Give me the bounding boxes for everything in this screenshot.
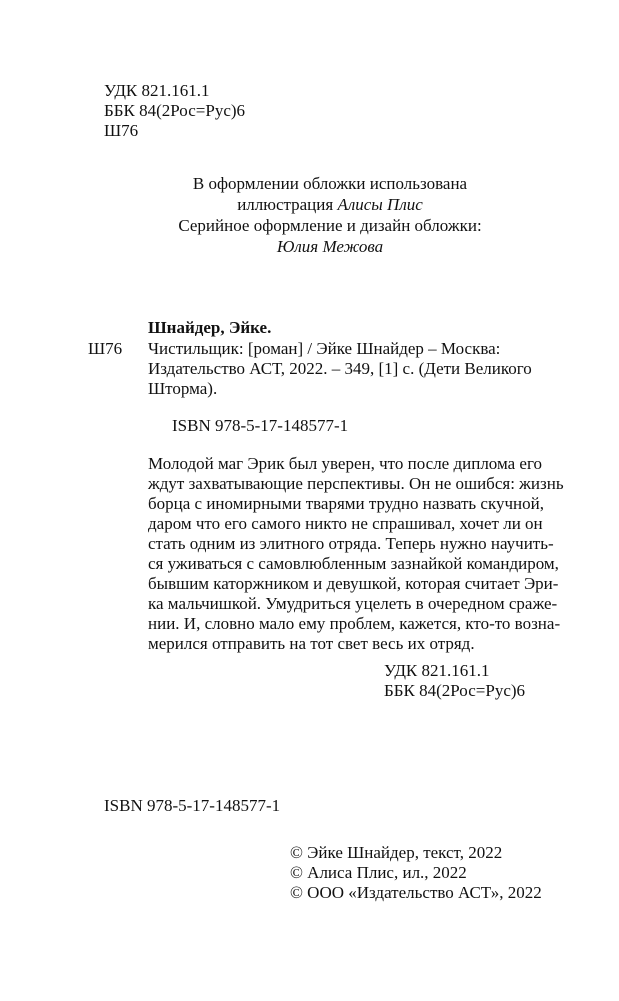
illustrator-name: Алисы Плис [337, 195, 423, 214]
bbk-code: ББК 84(2Рос=Рус)6 [104, 101, 246, 120]
abstract-line: нии. И, словно мало ему проблем, кажется, кто-то возна- [148, 614, 561, 633]
author-heading: Шнайдер, Эйке. [148, 318, 272, 337]
copyright-line: © Эйке Шнайдер, текст, 2022 [290, 843, 503, 862]
biblio-line: Издательство АСТ, 2022. – 349, [1] с. (Дети Великого [148, 359, 532, 378]
abstract-line: даром что его самого никто не спрашивал, хочет ли он [148, 514, 543, 533]
abstract-line: мерился отправить на тот свет весь их отряд. [148, 634, 475, 653]
abstract-line: борца с иномирными тварями трудно назвать скучной, [148, 494, 544, 513]
abstract-line: ка мальчишкой. Умудриться уцелеть в очередном сраже- [148, 594, 558, 613]
cover-credit-line-3: Серийное оформление и дизайн обложки: [178, 216, 482, 235]
classification-repeat [384, 661, 525, 701]
abstract-line: Молодой маг Эрик был уверен, что после диплома его [148, 454, 543, 473]
cover-credits [160, 174, 500, 258]
udk-code-repeat: УДК 821.161.1 [384, 661, 490, 680]
abstract-line: ся уживаться с самовлюбленным зазнайкой командиром, [148, 554, 559, 573]
isbn-entry: ISBN 978-5-17-148577-1 [172, 416, 349, 435]
book-abstract [148, 454, 580, 654]
abstract-line: ждут захватывающие перспективы. Он не ошибся: жизнь [148, 474, 564, 493]
abstract-line: стать одним из элитного отряда. Теперь нужно научить- [148, 534, 554, 553]
copyright-line: © ООО «Издательство АСТ», 2022 [290, 883, 542, 902]
cover-credit-line-1: В оформлении обложки использована [192, 174, 468, 193]
cover-credit-line-2 [160, 195, 500, 216]
illustration-label: иллюстрация [237, 195, 338, 214]
udk-code: УДК 821.161.1 [104, 81, 210, 100]
copyright-line: © Алиса Плис, ил., 2022 [290, 863, 467, 882]
biblio-line: Шторма). [148, 379, 218, 398]
abstract-line: бывшим каторжником и девушкой, которая считает Эри- [148, 574, 559, 593]
classification-block [104, 81, 245, 141]
bibliographic-description [148, 339, 578, 399]
isbn-bottom: ISBN 978-5-17-148577-1 [104, 796, 281, 815]
biblio-line: Чистильщик: [роман] / Эйке Шнайдер – Москва: [148, 339, 501, 358]
copyright-block [290, 843, 542, 903]
bibliographic-code: Ш76 [88, 339, 123, 358]
bbk-code-repeat: ББК 84(2Рос=Рус)6 [384, 681, 526, 700]
cover-designer-name: Юлия Межова [276, 237, 384, 256]
author-sign-code: Ш76 [104, 121, 139, 140]
